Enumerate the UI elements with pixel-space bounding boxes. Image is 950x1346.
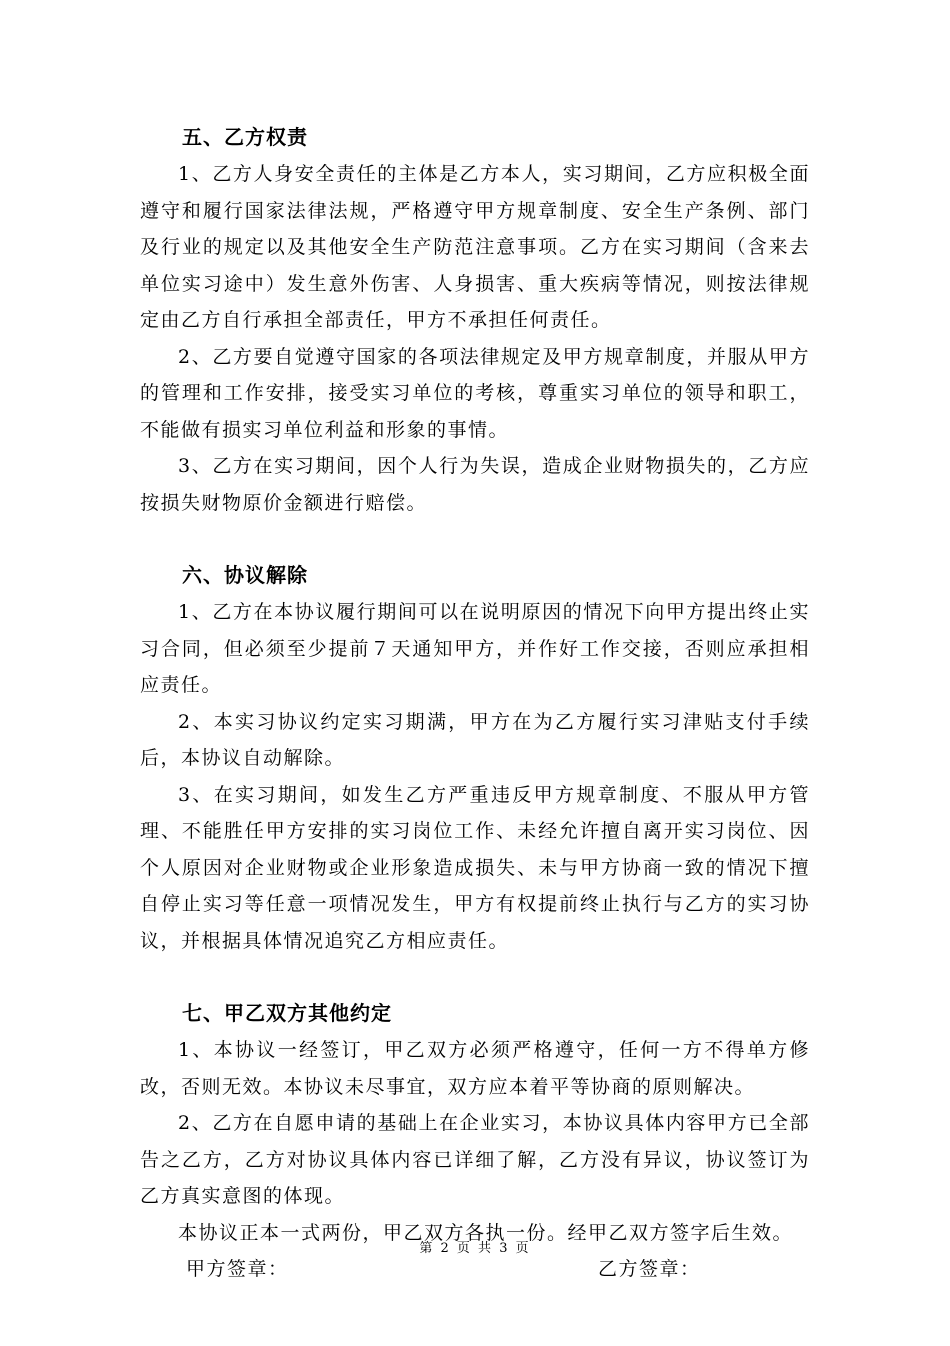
paragraph: 1、乙方人身安全责任的主体是乙方本人，实习期间，乙方应积极全面遵守和履行国家法律法规，严格遵守甲方规章制度、安全生产条例、部门及行业的规定以及其他安全生产防范注意事项。乙方在实习期间（含来去单位实习途中）发生意外伤害、人身损害、重大疾病等情况，则按法律规定由乙方自行承担全部责任，甲方不承担任何责任。 — [140, 163, 810, 331]
document-page — [140, 118, 810, 1287]
paragraph: 1、乙方在本协议履行期间可以在说明原因的情况下向甲方提出终止实习合同，但必须至少提前７天通知甲方，并作好工作交接，否则应承担相应责任。 — [140, 601, 810, 696]
party-b-signature-label: 乙方签章： — [598, 1258, 701, 1280]
section-spacer — [140, 521, 810, 556]
section-title: 六、协议解除 — [182, 563, 308, 587]
section-other-agreements — [140, 994, 810, 1251]
paragraph: 本协议正本一式两份，甲乙双方各执一份。经甲乙双方签字后生效。 — [178, 1221, 794, 1244]
section-rights-responsibilities — [140, 118, 810, 521]
paragraph: 2、乙方要自觉遵守国家的各项法律规定及甲方规章制度，并服从甲方的管理和工作安排，接受实习单位的考核，尊重实习单位的领导和职工，不能做有损实习单位利益和形象的事情。 — [140, 345, 810, 441]
paragraph: 2、本实习协议约定实习期满，甲方在为乙方履行实习津贴支付手续后，本协议自动解除。 — [140, 710, 810, 769]
section-spacer — [140, 959, 810, 994]
paragraph: 1、本协议一经签订，甲乙双方必须严格遵守，任何一方不得单方修改，否则无效。本协议未尽事宜，双方应本着平等协商的原则解决。 — [140, 1039, 810, 1098]
section-title: 五、乙方权责 — [182, 125, 308, 149]
party-a-signature-label: 甲方签章： — [186, 1258, 289, 1280]
section-agreement-termination — [140, 556, 810, 959]
paragraph: 2、乙方在自愿申请的基础上在企业实习，本协议具体内容甲方已全部告之乙方，乙方对协议具体内容已详细了解，乙方没有异议，协议签订为乙方真实意图的体现。 — [140, 1112, 810, 1207]
section-title: 七、甲乙双方其他约定 — [182, 1001, 392, 1025]
page-number-footer: 第 2 页 共 3 页 — [419, 1241, 531, 1256]
paragraph: 3、乙方在实习期间，因个人行为失误，造成企业财物损失的，乙方应按损失财物原价金额进行赔偿。 — [140, 455, 810, 514]
paragraph: 3、在实习期间，如发生乙方严重违反甲方规章制度、不服从甲方管理、不能胜任甲方安排的实习岗位工作、未经允许擅自离开实习岗位、因个人原因对企业财物或企业形象造成损失、未与甲方协商一致的情况下擅自停止实习等任意一项情况发生，甲方有权提前终止执行与乙方的实习协议，并根据具体情况追究乙方相应责任。 — [140, 783, 810, 952]
